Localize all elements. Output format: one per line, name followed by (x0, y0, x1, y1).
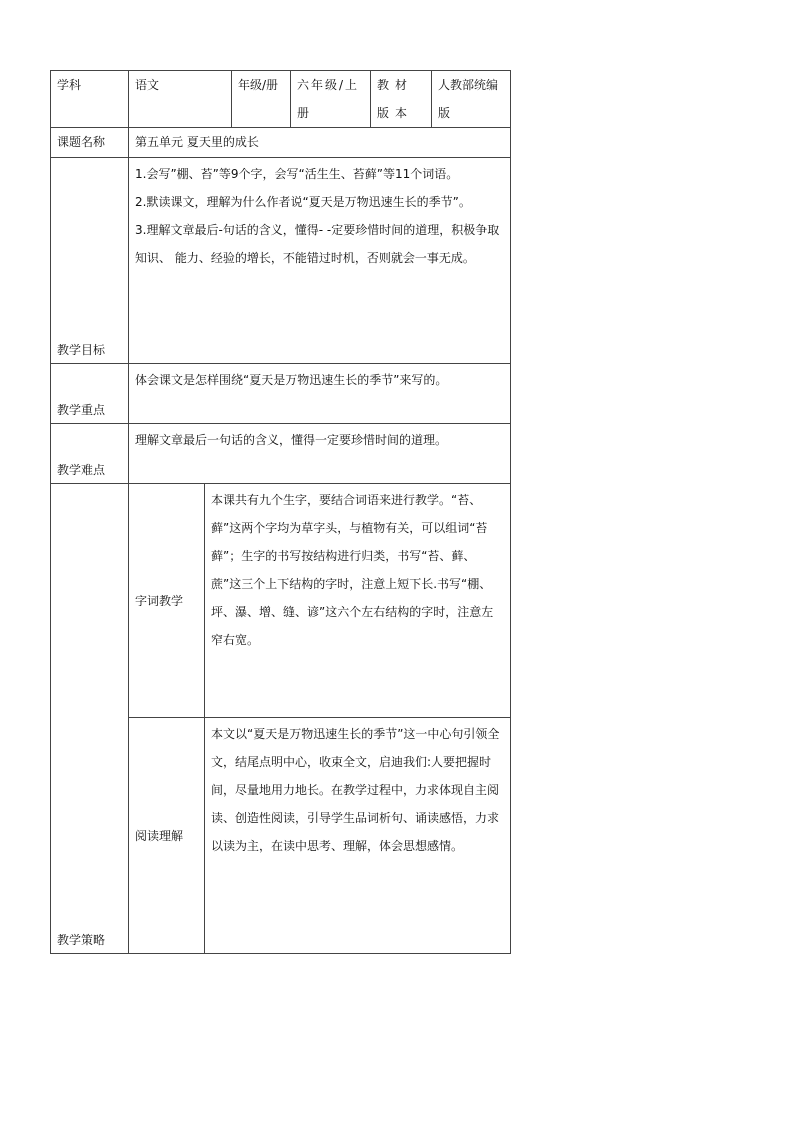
goals-label-cell (50, 157, 129, 364)
difficulties-label-cell (50, 423, 129, 484)
subject-value-cell (128, 70, 232, 128)
lesson-title: 第五单元 夏天里的成长 (135, 135, 259, 149)
goal-item: 1.会写”棚、苔”等9个字，会写“活生生、苔藓”等11个词语。 (135, 167, 459, 181)
edition-label: 教材版本 (377, 78, 414, 120)
subject-label: 学科 (57, 78, 82, 92)
edition-value-cell (431, 70, 511, 128)
strategies-label-cell (50, 483, 129, 954)
key-points-text: 体会课文是怎样围绕“夏天是万物迅速生长的季节”来写的。 (135, 373, 448, 387)
difficulties-content-cell (128, 423, 511, 484)
reading-content-cell (204, 717, 511, 954)
difficulties-text: 理解文章最后一句话的含义，懂得一定要珍惜时间的道理。 (135, 433, 448, 447)
goals-content-cell (128, 157, 511, 364)
lesson-label: 课题名称 (57, 135, 106, 149)
vocab-content-cell (204, 483, 511, 718)
reading-text: 本文以“夏天是万物迅速生长的季节”这一中心句引领全文，结尾点明中心，收束全文，启迪我们:人要把握时间，尽量地用力地长。在教学过程中，力求体现自主阅读、创造性阅读，引导学生品词析句、诵读感悟，力求以读为主，在读中思考、理解，体会思想感情。 (211, 727, 500, 853)
edition-label-cell (370, 70, 432, 128)
goal-item: 2.默读课文，理解为什么作者说“夏天是万物迅速生长的季节”。 (135, 195, 471, 209)
reading-label-cell (128, 717, 205, 954)
strategies-label: 教学策略 (57, 933, 106, 947)
subject-label-cell (50, 70, 129, 128)
goal-item: 3.理解文章最后-句话的含义，懂得- -定要珍惜时间的道理，积极争取知识、 能力、经验的增长，不能错过时机，否则就会一事无成。 (135, 223, 500, 265)
edition-value: 人教部统编版 (438, 78, 499, 120)
lesson-label-cell (50, 127, 129, 158)
key-points-label: 教学重点 (57, 403, 106, 417)
key-points-label-cell (50, 363, 129, 424)
key-points-content-cell (128, 363, 511, 424)
goals-label: 教学目标 (57, 343, 106, 357)
grade-value-cell (290, 70, 371, 128)
lesson-value-cell (128, 127, 511, 158)
difficulties-label: 教学难点 (57, 463, 106, 477)
vocab-text: 本课共有九个生字，要结合词语来进行教学。“苔、藓”这两个字均为草字头，与植物有关，可以组词“苔藓”；生字的书写按结构进行归类，书写“苔、藓、蔗”这三个上下结构的字时，注意上短下长.书写“棚、坪、瀑、增、缝、谚”这六个左右结构的字时，注意左窄右宽。 (211, 493, 494, 647)
grade-label-cell (231, 70, 291, 128)
subject-value: 语文 (135, 78, 160, 92)
grade-value: 六年级/上册 (297, 78, 360, 120)
grade-label: 年级/册 (238, 78, 279, 92)
vocab-label: 字词教学 (135, 593, 184, 608)
reading-label: 阅读理解 (135, 828, 184, 843)
vocab-label-cell (128, 483, 205, 718)
